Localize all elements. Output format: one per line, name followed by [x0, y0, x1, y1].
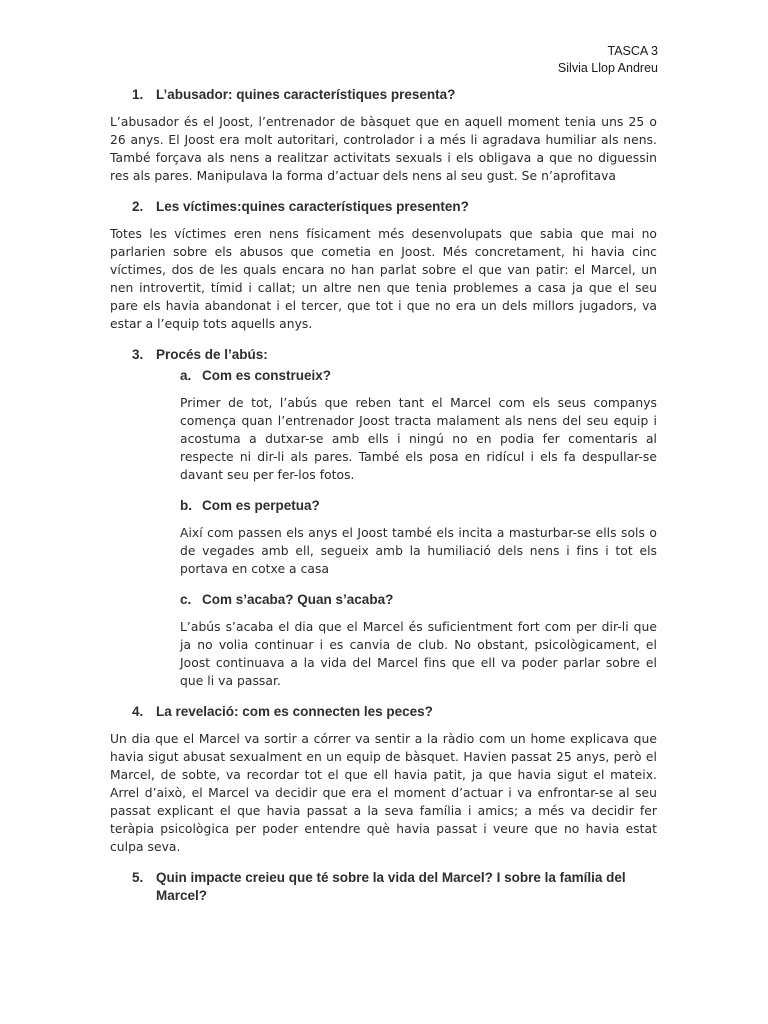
subsection-b — [180, 497, 657, 578]
subsection-heading — [180, 591, 657, 609]
subsection-title: Com es construeix? — [202, 368, 332, 383]
section-number: 5. — [132, 870, 144, 885]
subsection-title: Com es perpetua? — [202, 498, 320, 513]
section-title: Procés de l’abús: — [156, 347, 268, 362]
document-body — [110, 86, 657, 914]
section-paragraph-2: Totes les víctimes eren nens físicament més desenvolupats que sabia que mai no parlarien sobre els abusos que cometia en Joost. Més concretament, hi havia cinc víctimes, dos de les quals encara no han parlat sobre el que van patir: el Marcel, un nen introvertit, tímid i callat; un altre nen que tenia problemes a casa ja que el seu pare els havia abandonat i el tercer, que tot i que no era un dels millors jugadors, va estar a l’equip tots aquells anys. — [110, 227, 657, 331]
subsection-paragraph: L’abús s’acaba el dia que el Marcel és suficientment fort com per dir-li que ja no volia continuar i es canvia de club. No obstant, psicològicament, el Joost continuava a la vida del Marcel fins que ell va poder parlar sobre el que li va passar. — [180, 620, 657, 688]
section-number: 1. — [132, 87, 144, 102]
section-heading-5 — [110, 869, 657, 905]
subsection-a — [180, 367, 657, 484]
section-number: 3. — [132, 347, 144, 362]
subsection-heading — [180, 367, 657, 385]
subsection-letter: a. — [180, 368, 192, 383]
subsection-paragraph: Així com passen els anys el Joost també els incita a masturbar-se ells sols o de vegades amb ell, segueix amb la humiliació dels nens i fins i tot els portava en cotxe a casa — [180, 526, 657, 576]
section-title: Les víctimes:quines característiques presenten? — [156, 199, 469, 214]
section-heading-3 — [110, 346, 657, 364]
subsection-letter: b. — [180, 498, 192, 513]
section-number: 4. — [132, 704, 144, 719]
subsection-title: Com s’acaba? Quan s’acaba? — [202, 592, 394, 607]
section-heading-1 — [110, 86, 657, 104]
section-number: 2. — [132, 199, 144, 214]
header-task: TASCA 3 — [607, 44, 658, 58]
subsection-paragraph: Primer de tot, l’abús que reben tant el Marcel com els seus companys comença quan l’entrenador Joost tracta malament als nens del seu equip i acostuma a dutxar-se amb ells i ningú no en podia fer comentaris al respecte ni dir-li als pares. També els posa en ridícul i els fa despullar-se davant seu per fer-los fotos. — [180, 396, 657, 482]
section-paragraph-4: Un dia que el Marcel va sortir a córrer va sentir a la ràdio com un home explicava que havia sigut abusat sexualment en un equip de bàsquet. Havien passat 25 anys, però el Marcel, de sobte, va recordar tot el que ell havia patit, ja que havia sigut el mateix. Arrel d’això, el Marcel va decidir que era el moment d’actuar i va enfrontar-se al seu passat explicant el que havia passat a la seva família i amics; a més va decidir fer teràpia psicològica per poder entendre què havia passat i veure que no havia estat culpa seva. — [110, 732, 657, 854]
section-title: Quin impacte creieu que té sobre la vida del Marcel? I sobre la família del Marcel? — [156, 870, 626, 903]
subsection-heading — [180, 497, 657, 515]
section-heading-4 — [110, 703, 657, 721]
section-heading-2 — [110, 198, 657, 216]
subsection-letter: c. — [180, 592, 192, 607]
subsection-c — [180, 591, 657, 690]
header-author: Silvia Llop Andreu — [557, 61, 658, 75]
section-paragraph-1: L’abusador és el Joost, l’entrenador de bàsquet que en aquell moment tenia uns 25 o 26 anys. El Joost era molt autoritari, controlador i a més li agradava humiliar als nens. També forçava als nens a realitzar activitats sexuals i els obligava a que no diguessin res als pares. Manipulava la forma d’actuar dels nens al seu gust. Se n’aprofitava — [110, 115, 657, 183]
section-title: La revelació: com es connecten les peces? — [156, 704, 433, 719]
page-header — [558, 43, 658, 77]
section-title: L’abusador: quines característiques presenta? — [156, 87, 456, 102]
